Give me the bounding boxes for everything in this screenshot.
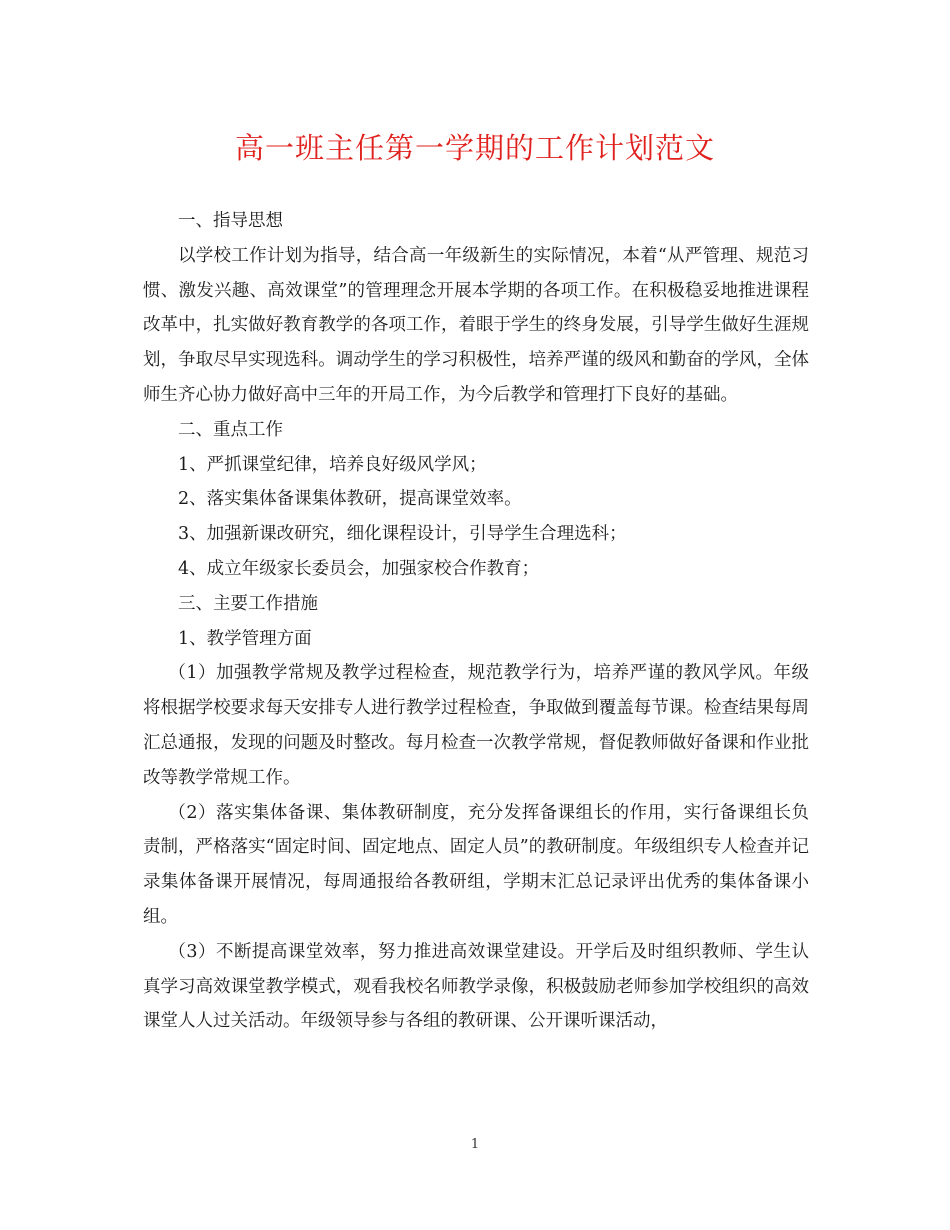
document-title: 高一班主任第一学期的工作计划范文: [234, 131, 715, 165]
list-item: 2、落实集体备课集体教研，提高课堂效率。: [178, 489, 522, 510]
section-heading: 三、主要工作措施: [178, 593, 318, 614]
body-paragraph: （3）不断提高课堂效率，努力推进高效课堂建设。开学后及时组织教师、学生认真学习高效课堂教学模式，观看我校名师教学录像，积极鼓励老师参加学校组织的高效课堂人人过关活动。年级领导参与各组的教研课、公开课听课活动，: [143, 941, 809, 1032]
body-paragraph: 以学校工作计划为指导，结合高一年级新生的实际情况，本着“从严管理、规范习惯、激发兴趣、高效课堂”的管理理念开展本学期的各项工作。在积极稳妥地推进课程改革中，扎实做好教育教学的各项工作，着眼于学生的终身发展，引导学生做好生涯规划，争取尽早实现选科。调动学生的学习积极性，培养严谨的级风和勤奋的学风，全体师生齐心协力做好高中三年的开局工作，为今后教学和管理打下良好的基础。: [143, 245, 809, 405]
list-item: 4、成立年级家长委员会，加强家校合作教育；: [178, 558, 540, 579]
body-paragraph: （1）加强教学常规及教学过程检查，规范教学行为，培养严谨的教风学风。年级将根据学校要求每天安排专人进行教学过程检查，争取做到覆盖每节课。检查结果每周汇总通报，发现的问题及时整改。每月检查一次教学常规，督促教师做好备课和作业批改等教学常规工作。: [143, 663, 809, 788]
page-number: 1: [470, 1137, 480, 1152]
section-heading: 一、指导思想: [178, 211, 283, 231]
section-heading: 二、重点工作: [178, 419, 283, 440]
document-body: [143, 204, 809, 1039]
body-paragraph: （2）落实集体备课、集体教研制度，充分发挥备课组长的作用，实行备课组长负责制，严格落实“固定时间、固定地点、固定人员”的教研制度。年级组织专人检查并记录集体备课开展情况，每周通报给各教研组，学期末汇总记录评出优秀的集体备课小组。: [143, 802, 809, 927]
list-item: 3、加强新课改研究，细化课程设计，引导学生合理选科；: [178, 524, 627, 545]
subsection-heading: 1、教学管理方面: [178, 628, 312, 649]
list-item: 1、严抓课堂纪律，培养良好级风学风；: [178, 454, 487, 475]
